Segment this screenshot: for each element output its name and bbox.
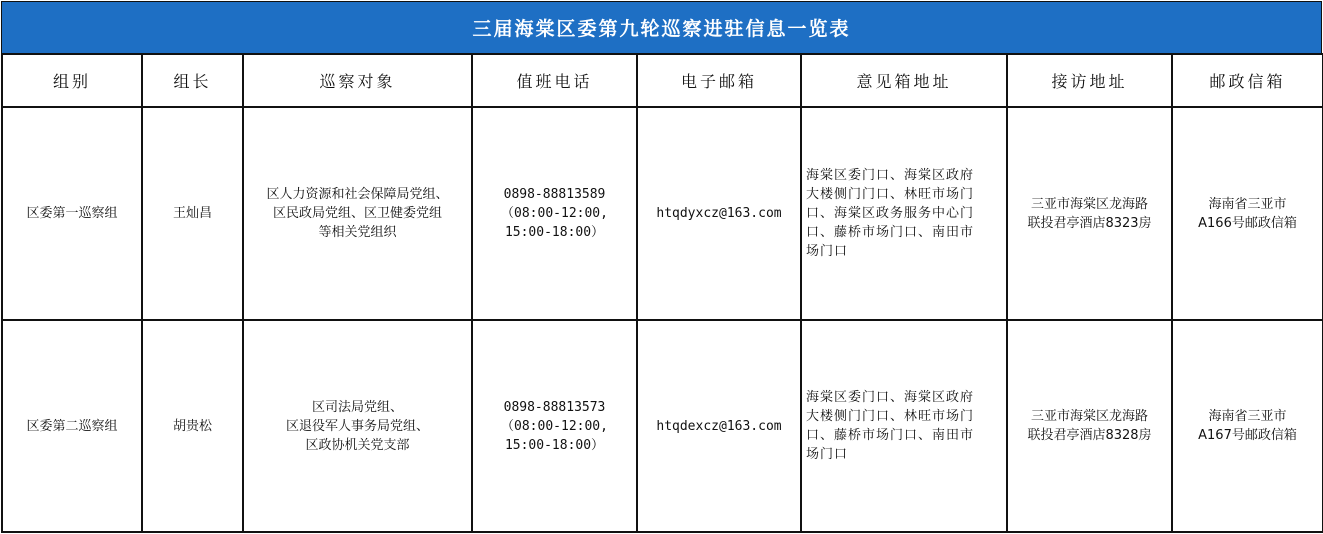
targets-line: 区政协机关党支部 (305, 437, 410, 453)
suggestion-box-line: 场门口 (806, 244, 849, 259)
suggestion-box-line: 场门口 (806, 447, 849, 462)
suggestion-box-line: 海棠区委门口、海棠区政府 (806, 168, 975, 183)
suggestion-box-cell (801, 320, 1007, 532)
targets-cell (243, 320, 472, 532)
targets-line: 区司法局党组、 (311, 399, 403, 415)
targets-line: 区人力资源和社会保障局党组、 (266, 187, 449, 202)
header-email: 电子邮箱 (637, 54, 801, 107)
suggestion-box-line: 海棠区委门口、海棠区政府 (806, 390, 975, 405)
targets-line: 区民政局党组、区卫健委党组 (272, 206, 442, 221)
phone-cell (472, 107, 637, 320)
po-box-line: A166号邮政信箱 (1198, 215, 1297, 231)
suggestion-box-cell (801, 107, 1007, 320)
header-row (2, 54, 1323, 107)
header-po-box: 邮政信箱 (1172, 54, 1323, 107)
phone-hours: （08:00-12:00, (501, 418, 608, 434)
leader-cell: 胡贵松 (142, 320, 243, 532)
phone-number: 0898-88813589 (503, 187, 606, 202)
po-box-cell (1172, 320, 1323, 532)
sheet-title: 三届海棠区委第九轮巡察进驻信息一览表 (1, 1, 1322, 54)
suggestion-box-line: 口、藤桥市场门口、南田市 (806, 225, 975, 240)
group-cell: 区委第一巡察组 (2, 107, 142, 320)
suggestion-box-line: 口、藤桥市场门口、南田市 (806, 428, 975, 443)
targets-line: 等相关党组织 (318, 225, 397, 240)
phone-hours: （08:00-12:00, (501, 206, 608, 221)
header-group: 组别 (2, 54, 142, 107)
po-box-line: 海南省三亚市 (1208, 196, 1287, 212)
table-row (2, 320, 1323, 532)
visit-address-line: 三亚市海棠区龙海路 (1030, 409, 1148, 424)
suggestion-box-line: 口、海棠区政务服务中心门 (806, 206, 975, 221)
header-suggestion-box: 意见箱地址 (801, 54, 1007, 107)
group-cell: 区委第二巡察组 (2, 320, 142, 532)
header-phone: 值班电话 (472, 54, 637, 107)
visit-address-line: 联投君亭酒店8328房 (1027, 428, 1152, 443)
header-leader: 组长 (142, 54, 243, 107)
visit-address-cell (1007, 107, 1172, 320)
targets-cell (243, 107, 472, 320)
header-visit-address: 接访地址 (1007, 54, 1172, 107)
inspection-table (1, 53, 1323, 533)
po-box-line: A167号邮政信箱 (1198, 428, 1297, 443)
suggestion-box-line: 大楼侧门门口、林旺市场门 (806, 409, 975, 424)
targets-line: 区退役军人事务局党组、 (285, 418, 429, 434)
phone-hours: 15:00-18:00） (504, 437, 605, 453)
visit-address-line: 联投君亭酒店8323房 (1027, 215, 1152, 231)
email-cell: htqdyxcz@163.com (637, 107, 801, 320)
visit-address-line: 三亚市海棠区龙海路 (1030, 196, 1148, 212)
leader-cell: 王灿昌 (142, 107, 243, 320)
header-targets: 巡察对象 (243, 54, 472, 107)
phone-cell (472, 320, 637, 532)
visit-address-cell (1007, 320, 1172, 532)
po-box-line: 海南省三亚市 (1208, 409, 1287, 424)
phone-hours: 15:00-18:00） (504, 225, 605, 240)
suggestion-box-line: 大楼侧门门口、林旺市场门 (806, 187, 975, 202)
table-row (2, 107, 1323, 320)
phone-number: 0898-88813573 (503, 399, 606, 415)
po-box-cell (1172, 107, 1323, 320)
email-cell: htqdexcz@163.com (637, 320, 801, 532)
